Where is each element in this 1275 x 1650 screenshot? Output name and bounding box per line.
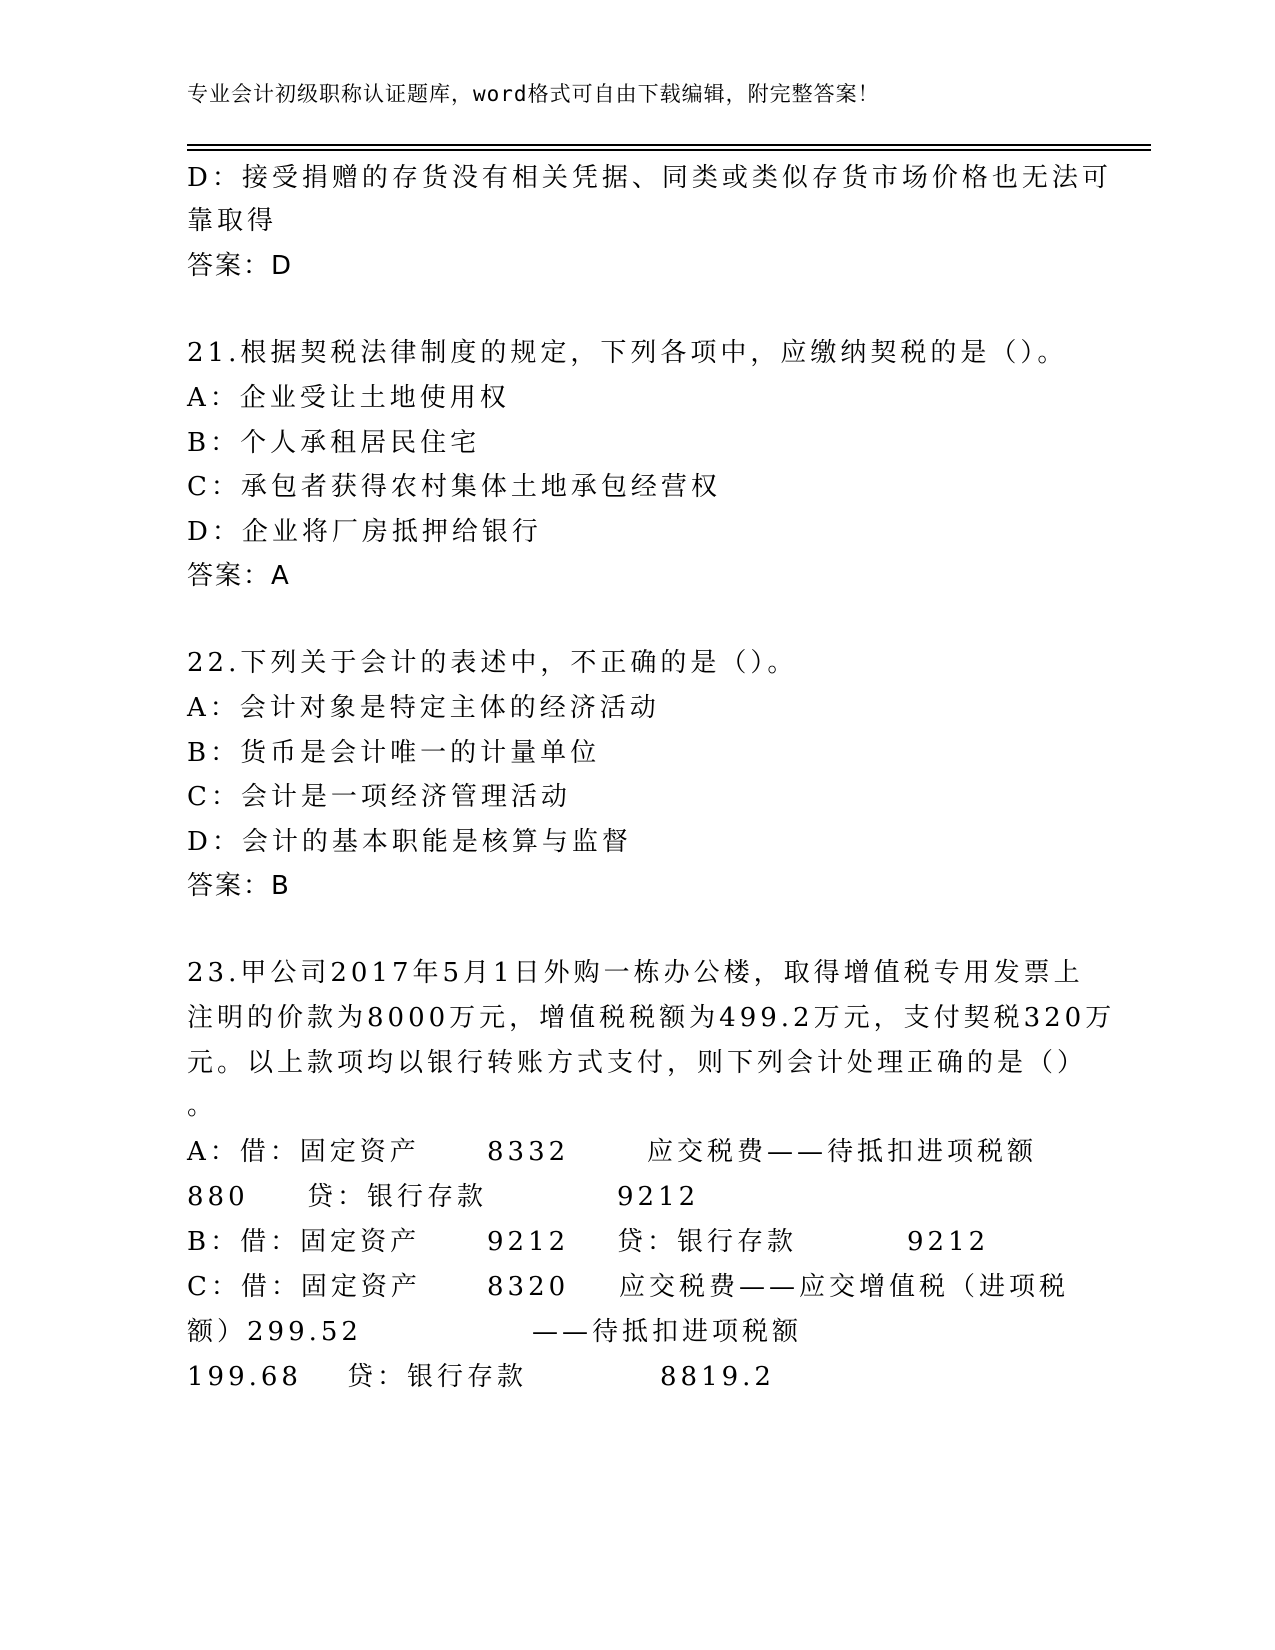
q23-option-c-deferred-amount: 199.68 [187, 1362, 302, 1392]
q23-option-a-tax-account: 应交税费——待抵扣进项税额 [647, 1137, 1038, 1167]
q23-option-c-vat-amount: 额）299.52 [187, 1317, 362, 1347]
page-header: 专业会计初级职称认证题库，word格式可自由下载编辑，附完整答案！ [187, 82, 880, 106]
q22-option-b: B：货币是会计唯一的计量单位 [187, 738, 601, 768]
q21-answer: 答案：A [187, 561, 291, 591]
header-rule-top [187, 144, 1151, 146]
q23-option-c-entry: C：借：固定资产 [187, 1272, 421, 1302]
q22-option-a: A：会计对象是特定主体的经济活动 [187, 693, 660, 723]
q23-stem-line3: 元。以上款项均以银行转账方式支付，则下列会计处理正确的是（） [187, 1048, 1088, 1078]
q23-option-c-deferred-account: ——待抵扣进项税额 [532, 1317, 803, 1347]
q22-option-d: D：会计的基本职能是核算与监督 [187, 827, 632, 857]
q21-option-a: A：企业受让土地使用权 [187, 383, 510, 413]
q23-option-c-amount: 8320 [487, 1272, 570, 1302]
q23-stem-line4: 。 [187, 1091, 218, 1121]
q23-option-b-credit: 贷：银行存款 [617, 1227, 798, 1257]
q23-option-a-tax-amount: 880 [187, 1182, 249, 1212]
answer-prev: 答案：D [187, 251, 294, 281]
header-rule-bottom [187, 149, 1151, 151]
q22-stem: 22.下列关于会计的表述中，不正确的是（）。 [187, 648, 798, 678]
option-d-line2: 靠取得 [187, 206, 278, 236]
q22-option-c: C：会计是一项经济管理活动 [187, 782, 571, 812]
q23-option-b-entry: B：借：固定资产 [187, 1227, 421, 1257]
q23-option-b-credit-amount: 9212 [907, 1227, 990, 1257]
q23-option-a-amount: 8332 [487, 1137, 570, 1167]
option-d-line1: D：接受捐赠的存货没有相关凭据、同类或类似存货市场价格也无法可 [187, 163, 1112, 193]
q21-option-d: D：企业将厂房抵押给银行 [187, 517, 542, 547]
q23-option-c-credit-amount: 8819.2 [660, 1362, 775, 1392]
q23-option-c-vat-account: 应交税费——应交增值税（进项税 [619, 1272, 1070, 1302]
q23-stem-line1: 23.甲公司2017年5月1日外购一栋办公楼，取得增值税专用发票上 [187, 958, 1084, 988]
q23-option-b-amount: 9212 [487, 1227, 570, 1257]
q23-option-c-credit: 贷：银行存款 [347, 1362, 528, 1392]
q22-answer: 答案：B [187, 871, 291, 901]
q23-stem-line2: 注明的价款为8000万元，增值税税额为499.2万元，支付契税320万 [187, 1003, 1116, 1033]
q23-option-a-credit-amount: 9212 [617, 1182, 700, 1212]
q21-stem: 21.根据契税法律制度的规定，下列各项中，应缴纳契税的是（）。 [187, 338, 1068, 368]
q23-option-a-entry: A：借：固定资产 [187, 1137, 420, 1167]
q21-option-b: B：个人承租居民住宅 [187, 428, 481, 458]
q21-option-c: C：承包者获得农村集体土地承包经营权 [187, 472, 721, 502]
q23-option-a-credit: 贷：银行存款 [307, 1182, 488, 1212]
